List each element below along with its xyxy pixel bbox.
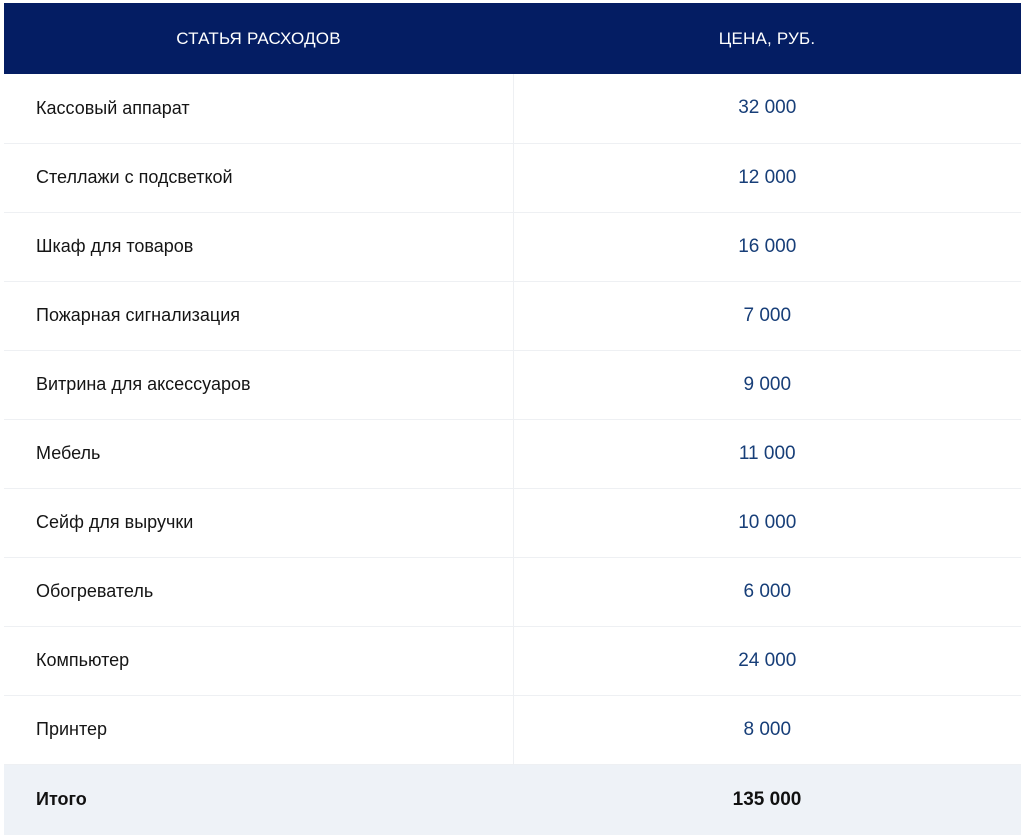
table-row xyxy=(4,143,1021,212)
table-row xyxy=(4,488,1021,557)
row-price: 12 000 xyxy=(513,143,1021,212)
row-item: Стеллажи с подсветкой xyxy=(4,143,513,212)
row-price: 32 000 xyxy=(513,74,1021,143)
expenses-table xyxy=(4,3,1021,835)
total-value: 135 000 xyxy=(732,788,802,810)
row-price: 8 000 xyxy=(513,695,1021,764)
row-price: 7 000 xyxy=(513,281,1021,350)
row-item: Кассовый аппарат xyxy=(4,74,513,143)
row-price: 24 000 xyxy=(513,626,1021,695)
table-row xyxy=(4,419,1021,488)
row-item: Обогреватель xyxy=(4,557,513,626)
table-row xyxy=(4,350,1021,419)
row-item: Пожарная сигнализация xyxy=(4,281,513,350)
header-expense-item: СТАТЬЯ РАСХОДОВ xyxy=(176,28,341,48)
total-label: Итого xyxy=(36,789,87,810)
row-price: 9 000 xyxy=(513,350,1021,419)
table-row xyxy=(4,74,1021,143)
row-price: 10 000 xyxy=(513,488,1021,557)
row-price: 11 000 xyxy=(513,419,1021,488)
expenses-table-container xyxy=(4,3,1021,835)
table-header-row xyxy=(4,3,1021,74)
table-row xyxy=(4,695,1021,764)
row-item: Компьютер xyxy=(4,626,513,695)
header-price: ЦЕНА, РУБ. xyxy=(718,28,816,48)
total-row xyxy=(4,764,1021,835)
table-row xyxy=(4,212,1021,281)
row-item: Шкаф для товаров xyxy=(4,212,513,281)
row-item: Мебель xyxy=(4,419,513,488)
table-row xyxy=(4,626,1021,695)
row-price: 16 000 xyxy=(513,212,1021,281)
row-item: Сейф для выручки xyxy=(4,488,513,557)
row-item: Принтер xyxy=(4,695,513,764)
table-row xyxy=(4,281,1021,350)
row-item: Витрина для аксессуаров xyxy=(4,350,513,419)
row-price: 6 000 xyxy=(513,557,1021,626)
table-row xyxy=(4,557,1021,626)
